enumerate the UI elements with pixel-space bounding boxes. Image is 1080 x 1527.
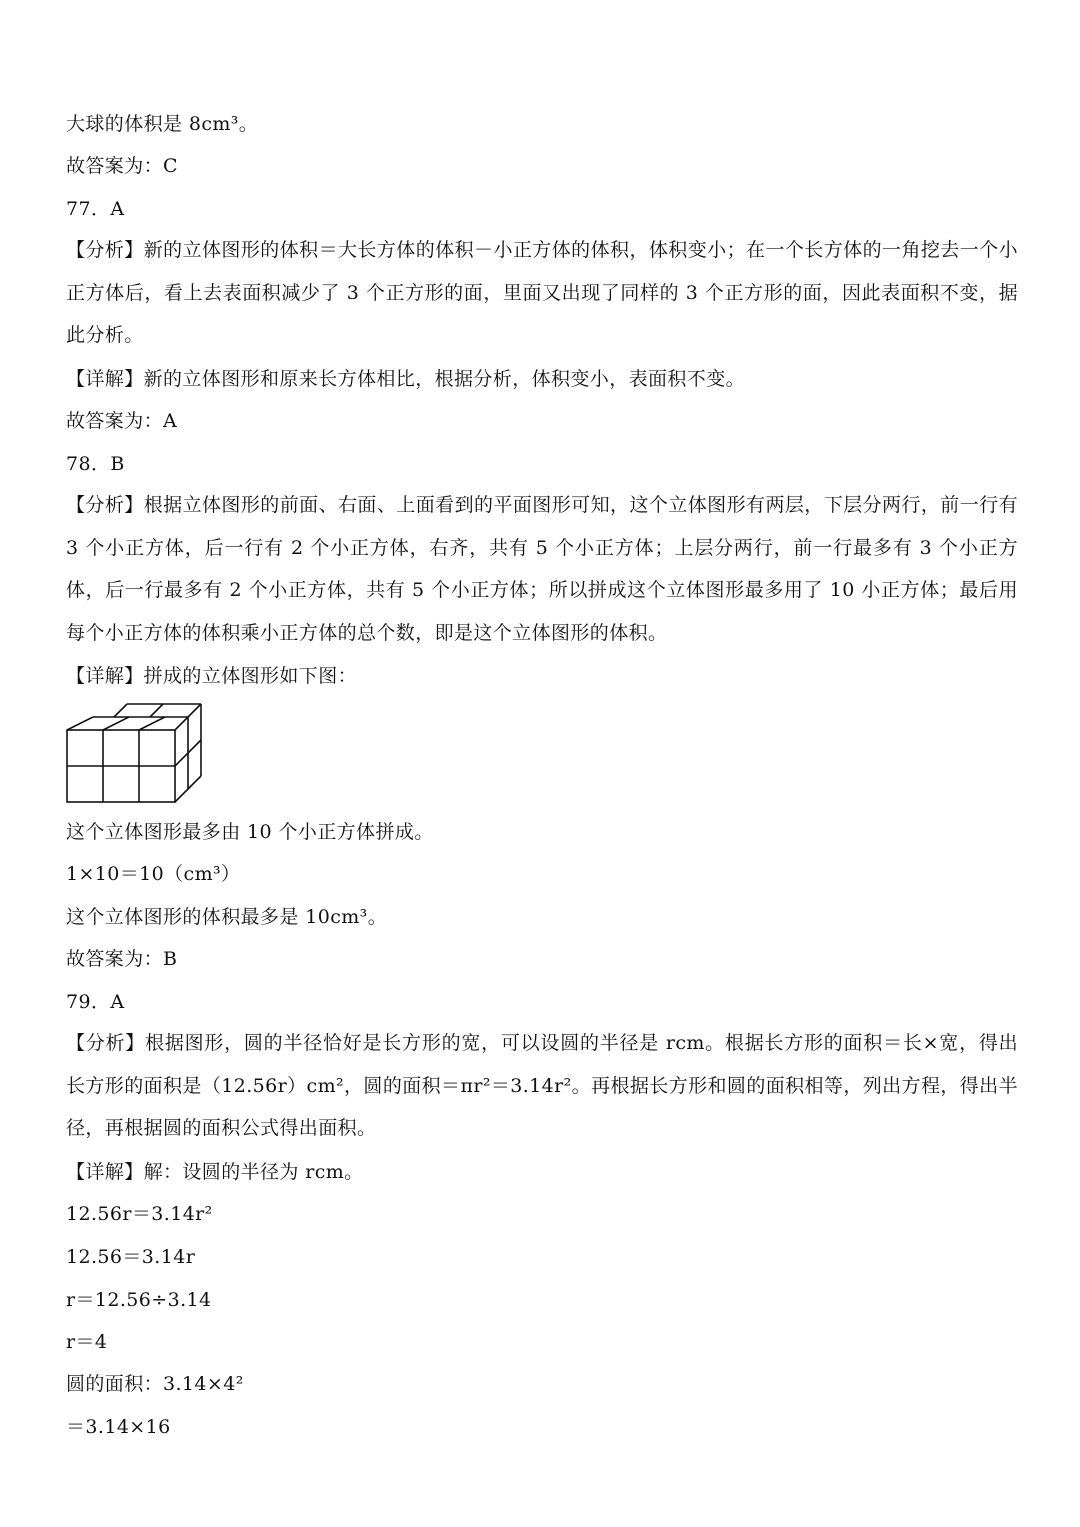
- stacked-cubes-figure: [66, 703, 202, 803]
- equation-line: 圆的面积：3.14×4²: [66, 1373, 244, 1395]
- analysis-paragraph: 【分析】根据图形，圆的半径恰好是长方形的宽，可以设圆的半径是 rcm。根据长方形的面积＝长×宽，得出长方形的面积是（12.56r）cm²，圆的面积＝πr²＝3.14r²。再根据长方形和圆的面积相等，列出方程，得出半径，再根据圆的面积公式得出面积。: [66, 1032, 1018, 1139]
- question-number: 77．A: [66, 198, 125, 220]
- equation-line: ＝3.14×16: [66, 1416, 171, 1438]
- detail-line: 【详解】拼成的立体图形如下图：: [66, 665, 358, 687]
- question-number: 79．A: [66, 991, 125, 1013]
- question-number: 78．B: [66, 453, 125, 475]
- analysis-paragraph: 【分析】根据立体图形的前面、右面、上面看到的平面图形可知，这个立体图形有两层，下层分两行，前一行有 3 个小正方体，后一行有 2 个小正方体，右齐，共有 5 个小正方体；上层分两行，前一行最多有 3 个小正方体，后一行最多有 2 个小正方体，共有 5 个小正方体；所以拼成这个立体图形最多用了 10 小正方体；最后用每个小正方体的体积乘小正方体的总个数，即是这个立体图形的体积。: [66, 494, 1018, 644]
- answer-line: 故答案为：C: [66, 155, 178, 177]
- text-line: 这个立体图形最多由 10 个小正方体拼成。: [66, 821, 434, 843]
- equation-line: r＝12.56÷3.14: [66, 1289, 212, 1311]
- text-line: 大球的体积是 8cm³。: [66, 113, 259, 135]
- analysis-paragraph: 【分析】新的立体图形的体积＝大长方体的体积－小正方体的体积，体积变小；在一个长方体的一角挖去一个小正方体后，看上去表面积减少了 3 个正方形的面，里面又出现了同样的 3 个正方形的面，因此表面积不变，据此分析。: [66, 239, 1018, 346]
- equation-line: 1×10＝10（cm³）: [66, 863, 241, 885]
- equation-line: 12.56r＝3.14r²: [66, 1203, 213, 1225]
- equation-line: 12.56＝3.14r: [66, 1246, 196, 1268]
- text-line: 这个立体图形的体积最多是 10cm³。: [66, 906, 388, 928]
- answer-line: 故答案为：B: [66, 948, 178, 970]
- equation-line: r＝4: [66, 1331, 108, 1353]
- detail-line: 【详解】新的立体图形和原来长方体相比，根据分析，体积变小，表面积不变。: [66, 368, 746, 390]
- answer-line: 故答案为：A: [66, 410, 178, 432]
- detail-line: 【详解】解：设圆的半径为 rcm。: [66, 1161, 364, 1183]
